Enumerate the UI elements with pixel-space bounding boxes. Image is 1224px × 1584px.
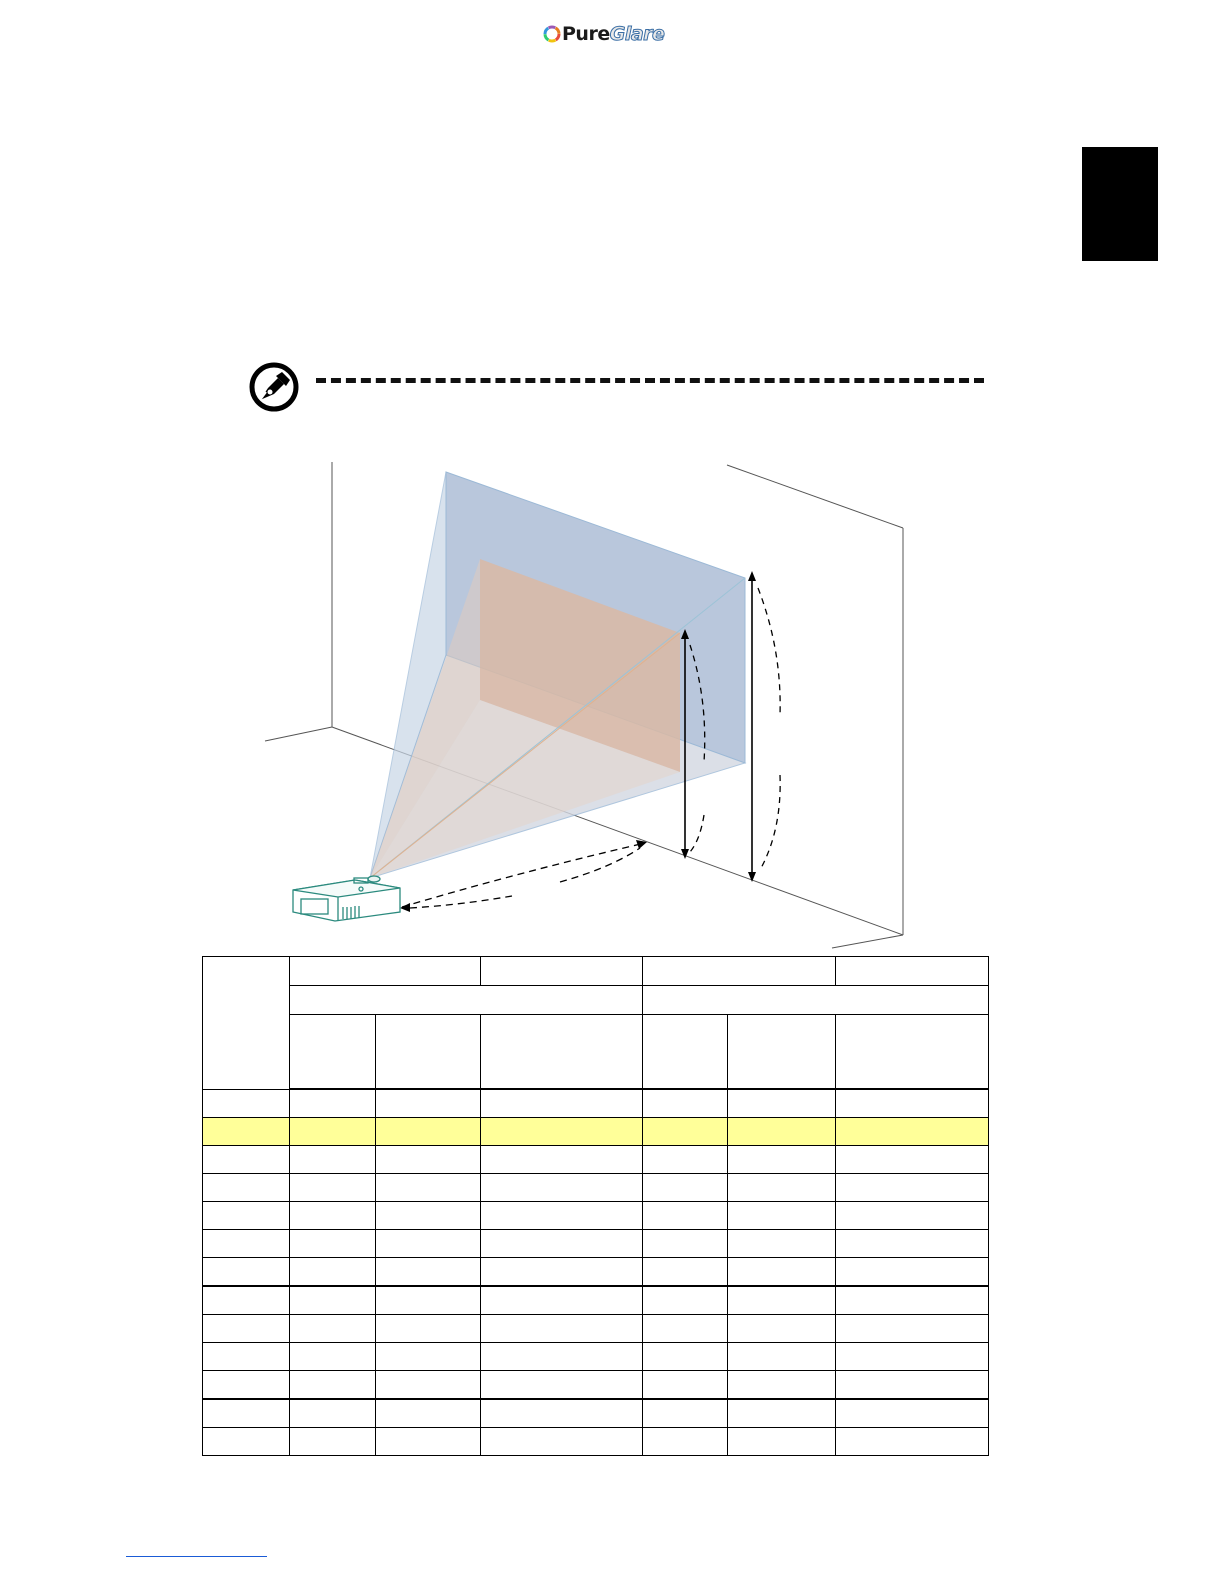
projection-diagram xyxy=(250,455,930,955)
table-header-row-3 xyxy=(203,1015,989,1090)
header-cell xyxy=(836,957,989,986)
table-row xyxy=(203,1343,989,1371)
note-dotted-rule xyxy=(316,378,984,383)
table-row-highlighted xyxy=(203,1118,989,1146)
header-cell xyxy=(290,957,481,986)
header-cell xyxy=(643,957,836,986)
table-row xyxy=(203,1371,989,1400)
floor-right-line xyxy=(832,935,903,948)
large-curve-bottom xyxy=(760,775,780,870)
table-row xyxy=(203,1089,989,1118)
table-row xyxy=(203,1146,989,1174)
table-row xyxy=(203,1399,989,1428)
projector-icon xyxy=(293,876,400,921)
table-row xyxy=(203,1315,989,1343)
header-group-cell xyxy=(290,986,643,1015)
logo-word-glare: Glare xyxy=(609,23,665,45)
header-cell-first xyxy=(203,957,290,1090)
pureglare-logo xyxy=(542,20,668,48)
footer-link[interactable] xyxy=(126,1556,267,1557)
table-row xyxy=(203,1230,989,1258)
logo-word-pure: Pure xyxy=(562,23,610,45)
table-header-row-2 xyxy=(203,986,989,1015)
table-row xyxy=(203,1428,989,1456)
header-sub-cell xyxy=(728,1015,836,1090)
header-sub-cell xyxy=(836,1015,989,1090)
table-header-row-1 xyxy=(203,957,989,986)
large-curve-top xyxy=(758,588,780,715)
table-row xyxy=(203,1286,989,1315)
table-row xyxy=(203,1202,989,1230)
header-group-cell xyxy=(643,986,989,1015)
header-sub-cell xyxy=(290,1015,376,1090)
pureglare-ring-logo-icon xyxy=(542,24,562,44)
table-row xyxy=(203,1258,989,1287)
header-sub-cell xyxy=(376,1015,481,1090)
header-cell xyxy=(481,957,643,986)
header-sub-cell xyxy=(643,1015,728,1090)
table-row xyxy=(203,1174,989,1202)
projection-distance-table xyxy=(202,956,989,1456)
floor-left-line xyxy=(265,727,332,741)
note-pen-icon xyxy=(248,362,300,412)
wall-top-line xyxy=(727,465,903,528)
distance-arrow-curve-left xyxy=(410,896,512,908)
header-sub-cell xyxy=(481,1015,643,1090)
small-curve-bottom xyxy=(690,815,704,852)
chapter-tab xyxy=(1082,147,1158,261)
